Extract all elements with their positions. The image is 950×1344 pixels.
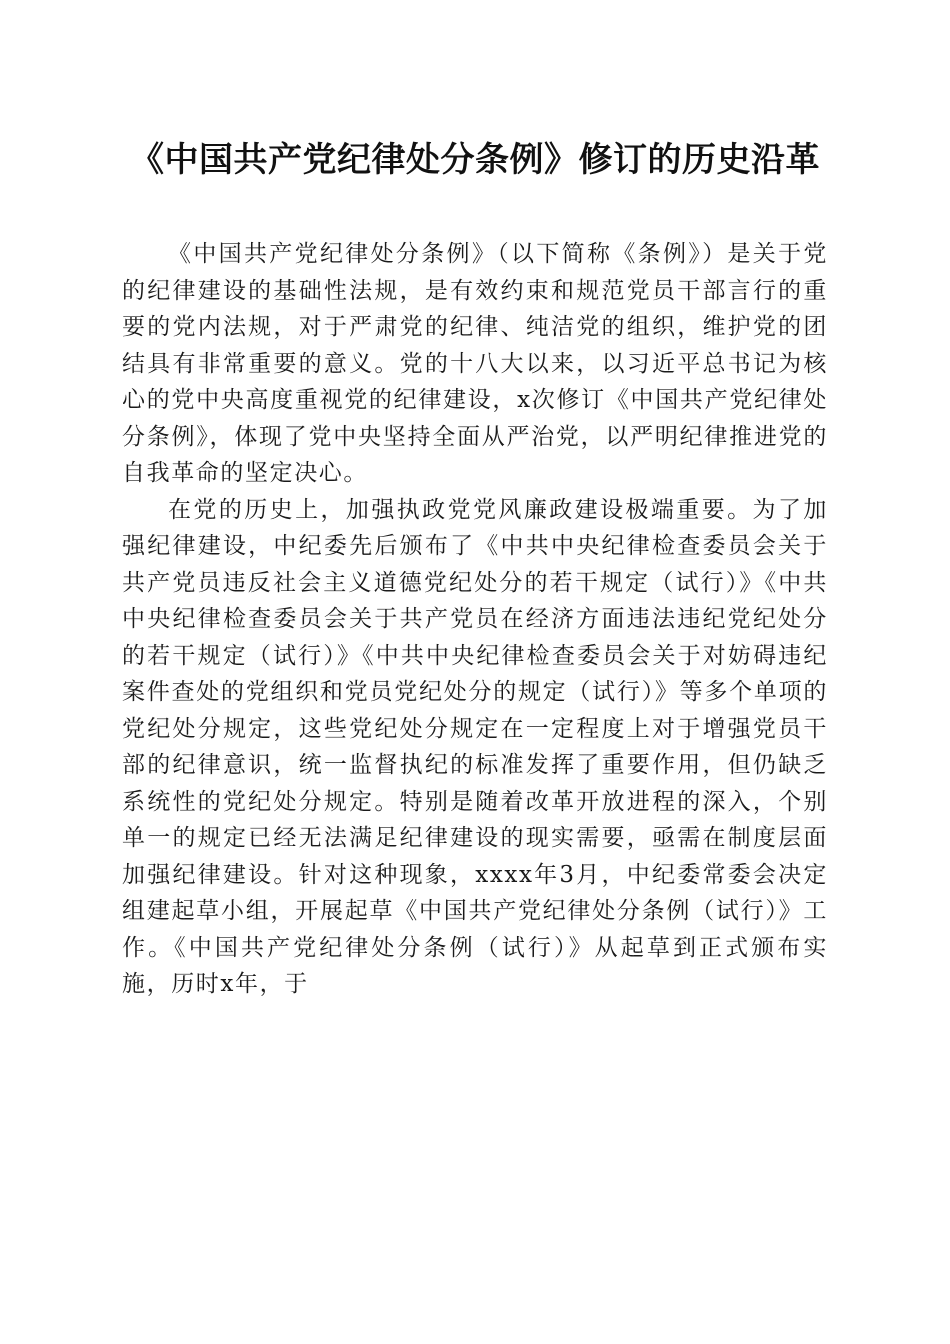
paragraph-intro: 《中国共产党纪律处分条例》（以下简称《条例》）是关于党的纪律建设的基础性法规，是有效约束和规范党员干部言行的重要的党内法规，对于严肃党的纪律、纯洁党的组织，维护党的团结具有非常重要的意义。党的十八大以来，以习近平总书记为核心的党中央高度重视党的纪律建设，x次修订《中国共产党纪律处分条例》，体现了党中央坚持全面从严治党，以严明纪律推进党的自我革命的坚定决心。 — [122, 241, 828, 486]
document-body — [122, 236, 828, 1003]
document-title: 《中国共产党纪律处分条例》修订的历史沿革 — [130, 140, 820, 180]
paragraph-history: 在党的历史上，加强执政党党风廉政建设极端重要。为了加强纪律建设，中纪委先后颁布了《中共中央纪律检查委员会关于共产党员违反社会主义道德党纪处分的若干规定（试行）》《中共中央纪律检查委员会关于共产党员在经济方面违法违纪党纪处分的若干规定（试行）》《中共中央纪律检查委员会关于对妨碍违纪案件查处的党组织和党员党纪处分的规定（试行）》等多个单项的党纪处分规定，这些党纪处分规定在一定程度上对于增强党员干部的纪律意识，统一监督执纪的标准发挥了重要作用，但仍缺乏系统性的党纪处分规定。特别是随着改革开放进程的深入，个别单一的规定已经无法满足纪律建设的现实需要，亟需在制度层面加强纪律建设。针对这种现象，xxxx年3月，中纪委常委会决定组建起草小组，开展起草《中国共产党纪律处分条例（试行）》工作。《中国共产党纪律处分条例（试行）》从起草到正式颁布实施，历时x年，于 — [122, 496, 828, 997]
